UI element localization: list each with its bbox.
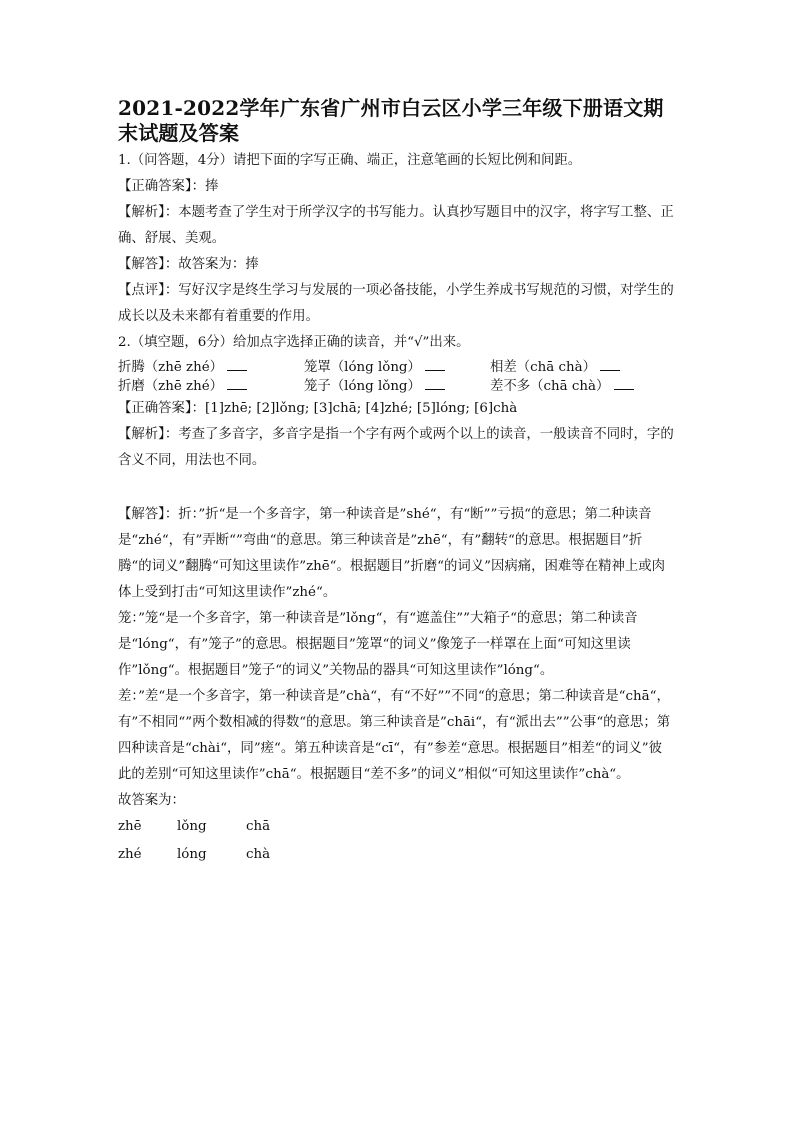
q2-items [118,356,674,396]
q2-solution-p3: 差：”差“是一个多音字，第一种读音是”chà“，有“不好””不同“的意思；第二种读音是“chā“，有”不相同“”两个数相减的得数“的意思。第三种读音是”chāi“，有“派出去””公事“的意思；第四种读音是“chài“，同”瘥“。第五种读音是“cī“，有”参差“意思。根据题目”相差“的词义”彼此的差别“可知这里读作”chā“。根据题目“差不多”的词义”相似“可知这里读作”chà“。 [118,689,671,782]
q2-question: 2.（填空题，6分）给加点字选择正确的读音，并“√”出来。 [118,335,470,350]
analysis-text: 考查了多音字，多音字是指一个字有两个或两个以上的读音，一般读音不同时，字的含义不同，用法也不同。 [118,427,674,468]
final-answer: lǒng [177,819,207,834]
final-answer: lóng [177,847,207,862]
answer-blank[interactable] [614,375,634,390]
solution-text: 故答案为：捧 [178,257,259,272]
answer-blank[interactable] [227,375,247,390]
analysis-text: 本题考查了学生对于所学汉字的书写能力。认真抄写题目中的汉字，将字写工整、正确、舒展、美观。 [118,205,674,246]
answer-tag: 【正确答案】： [118,179,206,194]
answer-text: 捧 [205,179,219,194]
document-page [118,96,674,870]
item-text: 笼子（lóng lǒng） [304,379,421,394]
q2-solution-p1 [118,502,674,606]
spacer [118,474,674,502]
answer-text: [1]zhē; [2]lǒng; [3]chā; [4]zhé; [5]lóng; [6]chà [205,401,518,416]
final-answer: chà [246,847,271,862]
q2-item [304,375,445,397]
item-text: 笼罩（lóng lǒng） [304,360,421,375]
answer-blank[interactable] [600,356,620,371]
final-answer: chā [246,819,271,834]
q2-final-answers [118,814,674,870]
q2-analysis [118,422,674,474]
q2-answer [118,396,674,422]
q2-item [490,375,634,397]
q2-item [118,375,247,397]
analysis-tag: 【解析】： [118,427,179,442]
item-text: 折腾（zhē zhé） [118,360,224,375]
document-title: 2021-2022学年广东省广州市白云区小学三年级下册语文期末试题及答案 [118,96,664,145]
q1-question: 1.（问答题，4分）请把下面的字写正确、端正，注意笔画的长短比例和间距。 [118,153,582,168]
q1-comment [118,278,674,330]
solution-tag: 【解答】： [118,507,179,522]
item-text: 折磨（zhē zhé） [118,379,224,394]
comment-tag: 【点评】： [118,283,179,298]
comment-text: 写好汉字是终生学习与发展的一项必备技能，小学生养成书写规范的习惯，对学生的成长以及未来都有着重要的作用。 [118,283,674,324]
answer-tag: 【正确答案】： [118,401,206,416]
final-answer: zhé [118,847,142,862]
solution-text: 折：”折“是一个多音字，第一种读音是”shé“，有“断””亏损“的意思；第二种读音是“zhé“，有”弄断“”弯曲“的意思。第三种读音是”zhē“，有”翻转“的意思。根据题目”折腾“的词义”翻腾“可知这里读作”zhē“。根据题目”折磨“的词义”因病痛，困难等在精神上或肉体上受到打击“可知这里读作”zhé“。 [118,507,666,600]
final-answer: zhē [118,819,142,834]
q1-analysis [118,200,674,252]
q2-solution-p2: 笼：”笼“是一个多音字，第一种读音是”lǒng“，有“遮盖住””大箱子“的意思；第二种读音是“lóng“，有”笼子”的意思。根据题目”笼罩“的词义”像笼子一样罩在上面“可知这里读作”lǒng“。根据题目”笼子“的词义”关物品的器具“可知这里读作”lóng“。 [118,611,638,678]
item-text: 差不多（chā chà） [490,379,610,394]
q1-answer [118,174,674,200]
answer-blank[interactable] [425,356,445,371]
solution-tag: 【解答】： [118,257,179,272]
answer-blank[interactable] [227,356,247,371]
item-text: 相差（chā chà） [490,360,597,375]
q1-solution [118,252,674,278]
analysis-tag: 【解析】： [118,205,179,220]
q2-final-label: 故答案为： [118,793,185,808]
answer-blank[interactable] [425,375,445,390]
